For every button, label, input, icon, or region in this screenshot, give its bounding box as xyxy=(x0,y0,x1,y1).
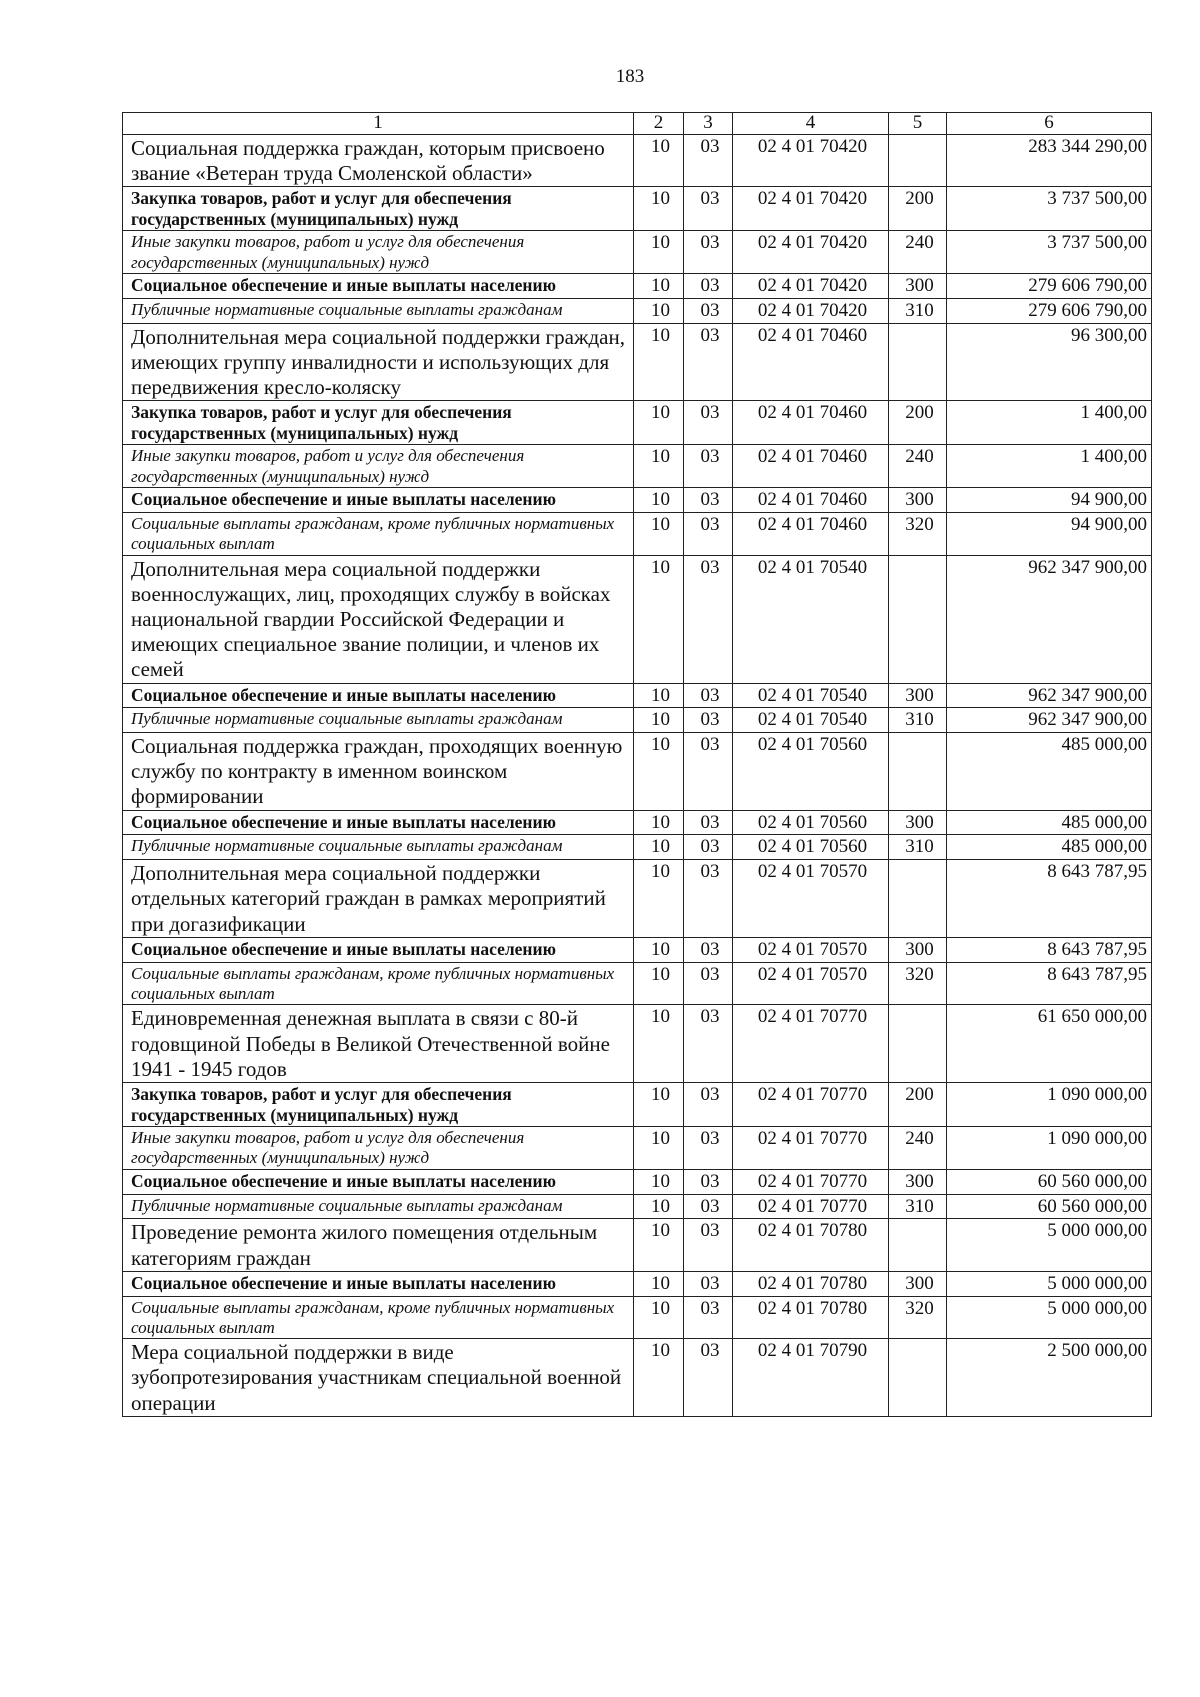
subsection-code-cell: 03 xyxy=(684,323,733,401)
expense-type-cell: 320 xyxy=(889,1296,947,1339)
table-row xyxy=(123,555,1152,683)
expense-type-cell: 200 xyxy=(889,187,947,231)
table-row xyxy=(123,733,1152,811)
expense-type-cell: 200 xyxy=(889,401,947,445)
subsection-code-cell: 03 xyxy=(684,1005,733,1083)
section-code-cell: 10 xyxy=(634,1339,684,1417)
table-row xyxy=(123,298,1152,323)
section-code-cell: 10 xyxy=(634,555,684,683)
expense-type-cell xyxy=(889,134,947,186)
section-code-cell: 10 xyxy=(634,1271,684,1296)
column-header-6: 6 xyxy=(947,113,1152,135)
target-article-cell: 02 4 01 70460 xyxy=(733,323,889,401)
table-row xyxy=(123,1339,1152,1417)
section-code-cell: 10 xyxy=(634,683,684,708)
target-article-cell: 02 4 01 70780 xyxy=(733,1296,889,1339)
section-code-cell: 10 xyxy=(634,1082,684,1126)
target-article-cell: 02 4 01 70540 xyxy=(733,708,889,733)
expense-type-cell xyxy=(889,555,947,683)
expense-type-cell: 320 xyxy=(889,962,947,1005)
section-code-cell: 10 xyxy=(634,274,684,299)
row-name-cell: Дополнительная мера социальной поддержки граждан, имеющих группу инвалидности и использующих для передвижения кресло-коляску xyxy=(123,323,634,401)
row-name-cell: Социальное обеспечение и иные выплаты населению xyxy=(123,1169,634,1194)
subsection-code-cell: 03 xyxy=(684,860,733,938)
section-code-cell: 10 xyxy=(634,810,684,835)
subsection-code-cell: 03 xyxy=(684,187,733,231)
section-code-cell: 10 xyxy=(634,1296,684,1339)
target-article-cell: 02 4 01 70420 xyxy=(733,274,889,299)
table-row xyxy=(123,487,1152,512)
subsection-code-cell: 03 xyxy=(684,487,733,512)
amount-cell: 283 344 290,00 xyxy=(947,134,1152,186)
row-name-cell: Социальная поддержка граждан, которым присвоено звание «Ветеран труда Смоленской области» xyxy=(123,134,634,186)
section-code-cell: 10 xyxy=(634,445,684,488)
table-row xyxy=(123,187,1152,231)
row-name-cell: Социальное обеспечение и иные выплаты населению xyxy=(123,487,634,512)
target-article-cell: 02 4 01 70570 xyxy=(733,937,889,962)
amount-cell: 962 347 900,00 xyxy=(947,683,1152,708)
expense-type-cell: 240 xyxy=(889,231,947,274)
amount-cell: 485 000,00 xyxy=(947,810,1152,835)
row-name-cell: Социальные выплаты гражданам, кроме публичных нормативных социальных выплат xyxy=(123,1296,634,1339)
section-code-cell: 10 xyxy=(634,860,684,938)
row-name-cell: Проведение ремонта жилого помещения отдельным категориям граждан xyxy=(123,1219,634,1271)
target-article-cell: 02 4 01 70780 xyxy=(733,1219,889,1271)
row-name-cell: Единовременная денежная выплата в связи с 80-й годовщиной Победы в Великой Отечественной войне 1941 - 1945 годов xyxy=(123,1005,634,1083)
subsection-code-cell: 03 xyxy=(684,134,733,186)
row-name-cell: Публичные нормативные социальные выплаты гражданам xyxy=(123,708,634,733)
target-article-cell: 02 4 01 70460 xyxy=(733,401,889,445)
amount-cell: 5 000 000,00 xyxy=(947,1271,1152,1296)
section-code-cell: 10 xyxy=(634,401,684,445)
table-row xyxy=(123,962,1152,1005)
row-name-cell: Иные закупки товаров, работ и услуг для обеспечения государственных (муниципальных) нужд xyxy=(123,1126,634,1169)
section-code-cell: 10 xyxy=(634,937,684,962)
table-row xyxy=(123,323,1152,401)
amount-cell: 2 500 000,00 xyxy=(947,1339,1152,1417)
table-row xyxy=(123,512,1152,555)
subsection-code-cell: 03 xyxy=(684,1339,733,1417)
table-row xyxy=(123,1271,1152,1296)
expense-type-cell xyxy=(889,1339,947,1417)
subsection-code-cell: 03 xyxy=(684,733,733,811)
amount-cell: 1 090 000,00 xyxy=(947,1126,1152,1169)
amount-cell: 60 560 000,00 xyxy=(947,1194,1152,1219)
subsection-code-cell: 03 xyxy=(684,1126,733,1169)
subsection-code-cell: 03 xyxy=(684,445,733,488)
row-name-cell: Социальное обеспечение и иные выплаты населению xyxy=(123,683,634,708)
expense-type-cell: 310 xyxy=(889,708,947,733)
amount-cell: 96 300,00 xyxy=(947,323,1152,401)
amount-cell: 279 606 790,00 xyxy=(947,298,1152,323)
expense-type-cell xyxy=(889,860,947,938)
amount-cell: 485 000,00 xyxy=(947,835,1152,860)
subsection-code-cell: 03 xyxy=(684,708,733,733)
row-name-cell: Социальное обеспечение и иные выплаты населению xyxy=(123,937,634,962)
amount-cell: 485 000,00 xyxy=(947,733,1152,811)
section-code-cell: 10 xyxy=(634,323,684,401)
subsection-code-cell: 03 xyxy=(684,555,733,683)
amount-cell: 962 347 900,00 xyxy=(947,555,1152,683)
subsection-code-cell: 03 xyxy=(684,274,733,299)
subsection-code-cell: 03 xyxy=(684,1271,733,1296)
expense-type-cell: 310 xyxy=(889,835,947,860)
subsection-code-cell: 03 xyxy=(684,835,733,860)
row-name-cell: Иные закупки товаров, работ и услуг для обеспечения государственных (муниципальных) нужд xyxy=(123,445,634,488)
expense-type-cell: 300 xyxy=(889,1271,947,1296)
target-article-cell: 02 4 01 70770 xyxy=(733,1082,889,1126)
column-header-5: 5 xyxy=(889,113,947,135)
section-code-cell: 10 xyxy=(634,487,684,512)
subsection-code-cell: 03 xyxy=(684,512,733,555)
table-row xyxy=(123,401,1152,445)
section-code-cell: 10 xyxy=(634,134,684,186)
amount-cell: 5 000 000,00 xyxy=(947,1296,1152,1339)
row-name-cell: Закупка товаров, работ и услуг для обеспечения государственных (муниципальных) нужд xyxy=(123,401,634,445)
row-name-cell: Дополнительная мера социальной поддержки военнослужащих, лиц, проходящих службу в войсках национальной гвардии Российской Федерации и имеющих специальное звание полиции, и членов их семей xyxy=(123,555,634,683)
target-article-cell: 02 4 01 70570 xyxy=(733,860,889,938)
expense-type-cell xyxy=(889,1219,947,1271)
amount-cell: 3 737 500,00 xyxy=(947,231,1152,274)
column-header-3: 3 xyxy=(684,113,733,135)
amount-cell: 1 090 000,00 xyxy=(947,1082,1152,1126)
section-code-cell: 10 xyxy=(634,1126,684,1169)
subsection-code-cell: 03 xyxy=(684,810,733,835)
expense-type-cell: 300 xyxy=(889,274,947,299)
target-article-cell: 02 4 01 70420 xyxy=(733,231,889,274)
target-article-cell: 02 4 01 70780 xyxy=(733,1271,889,1296)
amount-cell: 1 400,00 xyxy=(947,445,1152,488)
expense-type-cell: 200 xyxy=(889,1082,947,1126)
table-row xyxy=(123,231,1152,274)
amount-cell: 1 400,00 xyxy=(947,401,1152,445)
target-article-cell: 02 4 01 70770 xyxy=(733,1005,889,1083)
target-article-cell: 02 4 01 70540 xyxy=(733,555,889,683)
amount-cell: 5 000 000,00 xyxy=(947,1219,1152,1271)
subsection-code-cell: 03 xyxy=(684,1219,733,1271)
table-row xyxy=(123,860,1152,938)
target-article-cell: 02 4 01 70460 xyxy=(733,487,889,512)
row-name-cell: Социальные выплаты гражданам, кроме публичных нормативных социальных выплат xyxy=(123,962,634,1005)
amount-cell: 61 650 000,00 xyxy=(947,1005,1152,1083)
amount-cell: 962 347 900,00 xyxy=(947,708,1152,733)
row-name-cell: Публичные нормативные социальные выплаты гражданам xyxy=(123,835,634,860)
target-article-cell: 02 4 01 70420 xyxy=(733,187,889,231)
target-article-cell: 02 4 01 70560 xyxy=(733,835,889,860)
column-header-1: 1 xyxy=(123,113,634,135)
expense-type-cell: 240 xyxy=(889,1126,947,1169)
expense-type-cell: 300 xyxy=(889,1169,947,1194)
row-name-cell: Социальное обеспечение и иные выплаты населению xyxy=(123,810,634,835)
column-header-4: 4 xyxy=(733,113,889,135)
amount-cell: 8 643 787,95 xyxy=(947,860,1152,938)
table-row xyxy=(123,1126,1152,1169)
expense-type-cell: 240 xyxy=(889,445,947,488)
expense-type-cell xyxy=(889,323,947,401)
amount-cell: 94 900,00 xyxy=(947,487,1152,512)
amount-cell: 8 643 787,95 xyxy=(947,937,1152,962)
section-code-cell: 10 xyxy=(634,512,684,555)
table-row xyxy=(123,1082,1152,1126)
row-name-cell: Мера социальной поддержки в виде зубопротезирования участникам специальной военной операции xyxy=(123,1339,634,1417)
expense-type-cell: 300 xyxy=(889,683,947,708)
row-name-cell: Публичные нормативные социальные выплаты гражданам xyxy=(123,1194,634,1219)
target-article-cell: 02 4 01 70770 xyxy=(733,1169,889,1194)
expense-type-cell: 310 xyxy=(889,1194,947,1219)
table-row xyxy=(123,835,1152,860)
subsection-code-cell: 03 xyxy=(684,1082,733,1126)
section-code-cell: 10 xyxy=(634,187,684,231)
section-code-cell: 10 xyxy=(634,733,684,811)
row-name-cell: Иные закупки товаров, работ и услуг для обеспечения государственных (муниципальных) нужд xyxy=(123,231,634,274)
target-article-cell: 02 4 01 70420 xyxy=(733,298,889,323)
expense-type-cell: 320 xyxy=(889,512,947,555)
subsection-code-cell: 03 xyxy=(684,937,733,962)
expense-type-cell: 310 xyxy=(889,298,947,323)
expense-type-cell: 300 xyxy=(889,487,947,512)
subsection-code-cell: 03 xyxy=(684,962,733,1005)
table-header xyxy=(123,113,1152,135)
amount-cell: 279 606 790,00 xyxy=(947,274,1152,299)
target-article-cell: 02 4 01 70570 xyxy=(733,962,889,1005)
table-row xyxy=(123,937,1152,962)
table-row xyxy=(123,1005,1152,1083)
subsection-code-cell: 03 xyxy=(684,401,733,445)
row-name-cell: Публичные нормативные социальные выплаты гражданам xyxy=(123,298,634,323)
budget-table xyxy=(122,112,1152,1417)
table-row xyxy=(123,683,1152,708)
amount-cell: 94 900,00 xyxy=(947,512,1152,555)
section-code-cell: 10 xyxy=(634,1169,684,1194)
page-number: 183 xyxy=(615,66,645,87)
table-row xyxy=(123,274,1152,299)
row-name-cell: Закупка товаров, работ и услуг для обеспечения государственных (муниципальных) нужд xyxy=(123,1082,634,1126)
section-code-cell: 10 xyxy=(634,708,684,733)
table-row xyxy=(123,1296,1152,1339)
section-code-cell: 10 xyxy=(634,1194,684,1219)
subsection-code-cell: 03 xyxy=(684,231,733,274)
table-row xyxy=(123,134,1152,186)
row-name-cell: Социальные выплаты гражданам, кроме публичных нормативных социальных выплат xyxy=(123,512,634,555)
target-article-cell: 02 4 01 70460 xyxy=(733,445,889,488)
subsection-code-cell: 03 xyxy=(684,683,733,708)
subsection-code-cell: 03 xyxy=(684,1194,733,1219)
expense-type-cell xyxy=(889,1005,947,1083)
target-article-cell: 02 4 01 70540 xyxy=(733,683,889,708)
section-code-cell: 10 xyxy=(634,835,684,860)
column-header-2: 2 xyxy=(634,113,684,135)
target-article-cell: 02 4 01 70420 xyxy=(733,134,889,186)
row-name-cell: Закупка товаров, работ и услуг для обеспечения государственных (муниципальных) нужд xyxy=(123,187,634,231)
header-row xyxy=(123,113,1152,135)
table-row xyxy=(123,445,1152,488)
subsection-code-cell: 03 xyxy=(684,1296,733,1339)
row-name-cell: Социальное обеспечение и иные выплаты населению xyxy=(123,274,634,299)
amount-cell: 8 643 787,95 xyxy=(947,962,1152,1005)
target-article-cell: 02 4 01 70790 xyxy=(733,1339,889,1417)
expense-type-cell: 300 xyxy=(889,810,947,835)
target-article-cell: 02 4 01 70770 xyxy=(733,1126,889,1169)
table-row xyxy=(123,810,1152,835)
subsection-code-cell: 03 xyxy=(684,298,733,323)
row-name-cell: Социальное обеспечение и иные выплаты населению xyxy=(123,1271,634,1296)
section-code-cell: 10 xyxy=(634,231,684,274)
table-row xyxy=(123,1169,1152,1194)
amount-cell: 60 560 000,00 xyxy=(947,1169,1152,1194)
expense-type-cell: 300 xyxy=(889,937,947,962)
section-code-cell: 10 xyxy=(634,1219,684,1271)
target-article-cell: 02 4 01 70560 xyxy=(733,810,889,835)
table-row xyxy=(123,708,1152,733)
table-body xyxy=(123,134,1152,1416)
section-code-cell: 10 xyxy=(634,962,684,1005)
section-code-cell: 10 xyxy=(634,298,684,323)
subsection-code-cell: 03 xyxy=(684,1169,733,1194)
section-code-cell: 10 xyxy=(634,1005,684,1083)
table-row xyxy=(123,1219,1152,1271)
target-article-cell: 02 4 01 70770 xyxy=(733,1194,889,1219)
row-name-cell: Социальная поддержка граждан, проходящих военную службу по контракту в именном воинском формировании xyxy=(123,733,634,811)
table-row xyxy=(123,1194,1152,1219)
row-name-cell: Дополнительная мера социальной поддержки отдельных категорий граждан в рамках мероприятий при догазификации xyxy=(123,860,634,938)
target-article-cell: 02 4 01 70560 xyxy=(733,733,889,811)
expense-type-cell xyxy=(889,733,947,811)
amount-cell: 3 737 500,00 xyxy=(947,187,1152,231)
target-article-cell: 02 4 01 70460 xyxy=(733,512,889,555)
